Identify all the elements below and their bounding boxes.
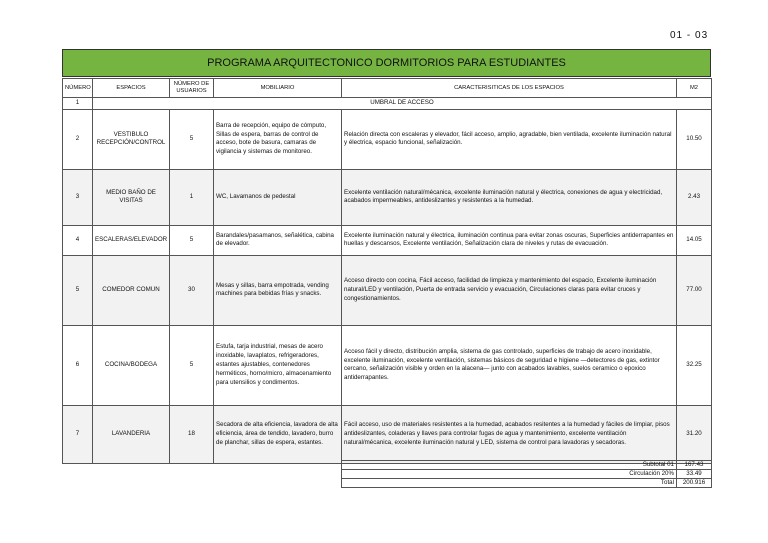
characteristics-cell: Acceso directo con cocina, Fácil acceso, facilidad de limpieza y mantenimiento del espacio, Excelente iluminación natural/LED y ventilación, Puerta de entrada servicio y evacuación, Circulaciones claras para evitar cruces y congestionamientos. — [342, 255, 677, 325]
space-name: VESTIBULO RECEPCIÓN/CONTROL — [93, 109, 170, 169]
section-row — [63, 98, 712, 110]
characteristics-cell: Relación directa con escaleras y elevador, fácil acceso, amplio, agradable, bien ventilada, excelente iluminación natural y électrica, espacio funcional, señalización. — [342, 109, 677, 169]
table-row — [63, 169, 712, 225]
row-number: 4 — [63, 225, 93, 255]
circulation-label: Circulación 20% — [342, 470, 677, 479]
row-number: 2 — [63, 109, 93, 169]
total-label: Total — [342, 479, 677, 488]
area-cell: 10.50 — [677, 109, 712, 169]
furniture-cell: Secadora de alta eficiencia, lavadora de alta eficiencia, área de tendido, lavadero, burro de planchar, sillas de espera, estantes. — [214, 405, 342, 463]
row-number: 3 — [63, 169, 93, 225]
furniture-cell: Barandales/pasamanos, señalética, cabina de elevador. — [214, 225, 342, 255]
total-row — [342, 479, 712, 488]
row-number: 6 — [63, 325, 93, 405]
area-cell: 77.00 — [677, 255, 712, 325]
characteristics-cell: Fácil acceso, uso de materiales resistentes a la humedad, acabados resitentes a la humedad y fáciles de limpiar, pisos antideslizantes, coladeras y llaves para controlar fugas de agua y mantenimiento, excelente ventilación natural/mécanica, excelente iluminación natural y LED, sistema de control para lavadoras y secadoras. — [342, 405, 677, 463]
furniture-cell: Estufa, tarja industrial, mesas de acero inoxidable, lavaplatos, refrigeradores, estantes ajustables, contenedores herméticos, horno/micro, almacenamiento para utensilios y condimentos. — [214, 325, 342, 405]
user-count: 30 — [170, 255, 214, 325]
circulation-row — [342, 470, 712, 479]
space-name: LAVANDERIA — [93, 405, 170, 463]
characteristics-cell: Acceso fácil y directo, distribución amplia, sistema de gas controlado, superficies de trabajo de acero inoxidable, excelente iluminación, excelente ventilación, sistemas básicos de seguridad e higiene —detectores de gas, extintor cercano, señalización visible y orden en la alacena— junto con acabados lavables, suelos ceramico o epoxico antiderrapantes. — [342, 325, 677, 405]
user-count: 18 — [170, 405, 214, 463]
row-number: 7 — [63, 405, 93, 463]
header-m2: M2 — [677, 79, 712, 98]
furniture-cell: WC, Lavamanos de pedestal — [214, 169, 342, 225]
subtotal-label: Subtotal 01 — [342, 461, 677, 470]
space-name: ESCALERAS/ELEVADOR — [93, 225, 170, 255]
section-name: UMBRAL DE ACCESO — [93, 98, 712, 110]
table-title: PROGRAMA ARQUITECTONICO DORMITORIOS PARA ESTUDIANTES — [62, 49, 711, 77]
area-cell: 32.25 — [677, 325, 712, 405]
space-name: COCINA/BODEGA — [93, 325, 170, 405]
furniture-cell: Mesas y sillas, barra empotrada, vending machines para bebidas frías y snacks. — [214, 255, 342, 325]
header-row — [63, 79, 712, 98]
table-row — [63, 109, 712, 169]
user-count: 1 — [170, 169, 214, 225]
user-count: 5 — [170, 109, 214, 169]
total-value: 200.916 — [677, 479, 712, 488]
header-usuarios: NÚMERO DE USUARIOS — [170, 79, 214, 98]
totals-table — [341, 460, 712, 488]
header-caracteristicas: CARACTERISITICAS DE LOS ESPACIOS — [342, 79, 677, 98]
table-row — [63, 405, 712, 463]
table-row — [63, 255, 712, 325]
header-mobiliario: MOBILIARIO — [214, 79, 342, 98]
program-table — [62, 78, 712, 464]
header-espacios: ESPACIOS — [93, 79, 170, 98]
space-name: COMEDOR COMUN — [93, 255, 170, 325]
user-count: 5 — [170, 325, 214, 405]
table-row — [63, 325, 712, 405]
furniture-cell: Barra de recepción, equipo de cómputo, Sillas de espera, barras de control de acceso, bote de basura, camaras de vigilancia y sistemas de monitoreo. — [214, 109, 342, 169]
section-number: 1 — [63, 98, 93, 110]
row-number: 5 — [63, 255, 93, 325]
user-count: 5 — [170, 225, 214, 255]
subtotal-row — [342, 461, 712, 470]
characteristics-cell: Excelente ventilación natural/mécanica, excelente iluminación natural y électrica, conexiones de agua y electricidad, acabados impermeables, antideslizantes y resistentes a la humedad. — [342, 169, 677, 225]
subtotal-value: 167.43 — [677, 461, 712, 470]
header-numero: NÚMERO — [63, 79, 93, 98]
area-cell: 31.20 — [677, 405, 712, 463]
space-name: MEDIO BAÑO DE VISITAS — [93, 169, 170, 225]
table-row — [63, 225, 712, 255]
circulation-value: 33.49 — [677, 470, 712, 479]
characteristics-cell: Excelente iluminación natural y électrica, iluminación continua para evitar zonas oscuras, Superficies antiderrapantes en huellas y descansos, Excelente ventilación, Señalización clara de niveles y rutas de evacuación. — [342, 225, 677, 255]
page-number: 01 - 03 — [670, 30, 709, 41]
area-cell: 2.43 — [677, 169, 712, 225]
area-cell: 14.05 — [677, 225, 712, 255]
